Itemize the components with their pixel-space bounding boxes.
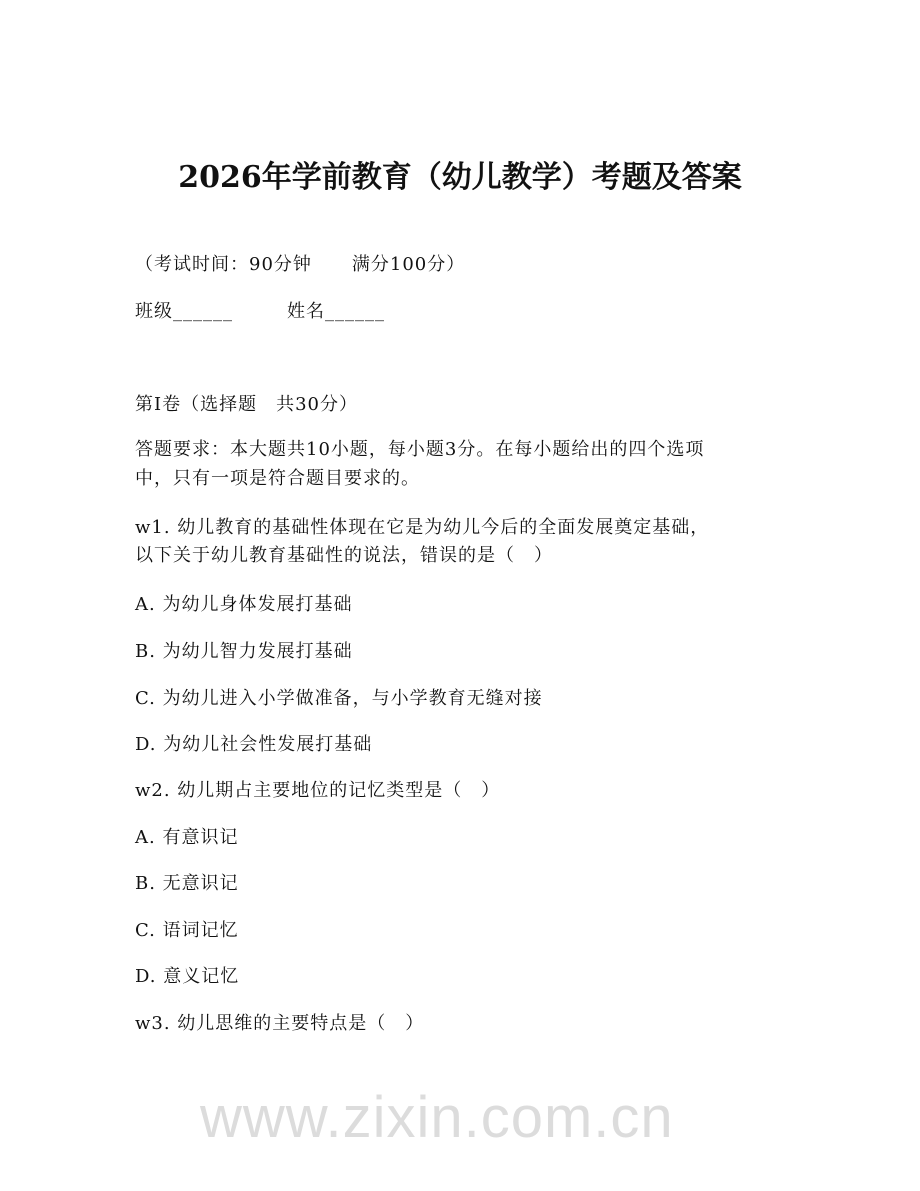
- option: B. 无意识记: [135, 873, 239, 894]
- question-stem: w1. 幼儿教育的基础性体现在它是为幼儿今后的全面发展奠定基础，: [135, 517, 710, 538]
- class-field: 班级______: [135, 301, 233, 322]
- exam-info: [135, 251, 465, 279]
- exam-time: （考试时间：90分钟: [135, 254, 312, 275]
- section-heading: 第I卷（选择题 共30分）: [135, 394, 359, 415]
- page-title: 2026年学前教育（幼儿教学）考题及答案: [178, 160, 742, 195]
- option: D. 为幼儿社会性发展打基础: [135, 734, 373, 755]
- student-fields: [135, 298, 385, 326]
- option: A. 有意识记: [135, 827, 239, 848]
- option: A. 为幼儿身体发展打基础: [135, 594, 353, 615]
- exam-score: 满分100分）: [351, 254, 466, 275]
- option: D. 意义记忆: [135, 966, 240, 987]
- question-stem: 以下关于幼儿教育基础性的说法，错误的是（ ）: [135, 545, 553, 566]
- name-field: 姓名______: [287, 301, 385, 322]
- question-stem: w3. 幼儿思维的主要特点是（ ）: [135, 1013, 425, 1034]
- instructions-line: 答题要求：本大题共10小题，每小题3分。在每小题给出的四个选项: [135, 439, 705, 460]
- option: C. 为幼儿进入小学做准备，与小学教育无缝对接: [135, 688, 543, 709]
- instructions-line: 中，只有一项是符合题目要求的。: [135, 468, 420, 489]
- option: B. 为幼儿智力发展打基础: [135, 641, 353, 662]
- question-stem: w2. 幼儿期占主要地位的记忆类型是（ ）: [135, 780, 501, 801]
- option: C. 语词记忆: [135, 920, 239, 941]
- watermark: www.zixin.com.cn: [200, 1085, 674, 1150]
